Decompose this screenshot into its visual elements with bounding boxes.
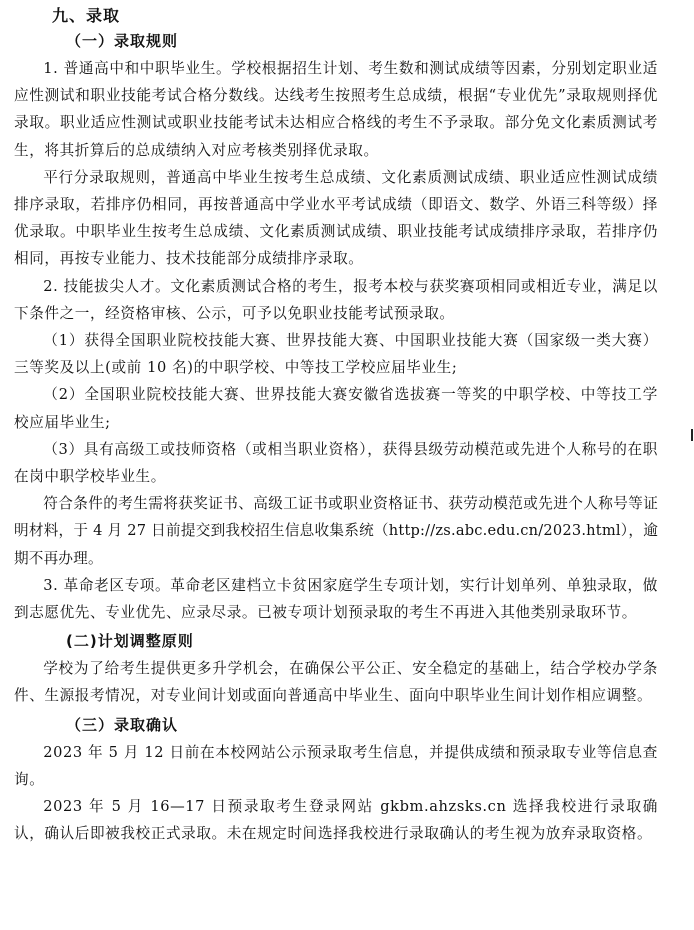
admission-confirm-heading: （三）录取确认 bbox=[66, 715, 179, 734]
rules-paragraph-2: 平行分录取规则，普通高中毕业生按考生总成绩、文化素质测试成绩、职业适应性测试成绩排序录取，若排序仍相同，再按普通高中学业水平考试成绩（即语文、数学、外语三科等级）择优录取。中职毕业生按考生总成绩、文化素质测试成绩、职业技能考试成绩排序录取，若排序仍相同，再按专业能力、技术技能部分成绩排序录取。 bbox=[14, 168, 658, 268]
rules-condition-3: （3）具有高级工或技师资格（或相当职业资格），获得县级劳动模范或先进个人称号的在职在岗中职学校毕业生。 bbox=[14, 440, 658, 486]
rules-paragraph-submission: 符合条件的考生需将获奖证书、高级工证书或职业资格证书、获劳动模范或先进个人称号等证明材料，于 4 月 27 日前提交到我校招生信息收集系统（http://zs.abc.edu.cn/2023.html），逾期不再办理。 bbox=[14, 495, 658, 567]
page-edge-mark bbox=[691, 429, 693, 441]
rules-condition-1: （1）获得全国职业院校技能大赛、世界技能大赛、中国职业技能大赛（国家级一类大赛）三等奖及以上(或前 10 名)的中职学校、中等技工学校应届毕业生; bbox=[14, 332, 658, 377]
rules-paragraph-special: 3. 革命老区专项。革命老区建档立卡贫困家庭学生专项计划，实行计划单列、单独录取，做到志愿优先、专业优先、应录尽录。已被专项计划预录取的考生不再进入其他类别录取环节。 bbox=[14, 576, 658, 622]
plan-adjustment-heading: (二)计划调整原则 bbox=[66, 632, 194, 651]
admission-rules-heading: （一）录取规则 bbox=[66, 32, 179, 50]
rules-paragraph-3: 2. 技能拔尖人才。文化素质测试合格的考生，报考本校与获奖赛项相同或相近专业，满足以下条件之一，经资格审核、公示，可予以免职业技能考试预录取。 bbox=[14, 277, 658, 322]
document-body bbox=[14, 5, 658, 847]
rules-condition-2: （2）全国职业院校技能大赛、世界技能大赛安徽省选拔赛一等奖的中职学校、中等技工学校应届毕业生; bbox=[14, 386, 658, 431]
confirm-paragraph-1: 2023 年 5 月 12 日前在本校网站公示预录取考生信息，并提供成绩和预录取专业等信息查询。 bbox=[14, 743, 658, 788]
confirm-paragraph-2: 2023 年 5 月 16—17 日预录取考生登录网站 gkbm.ahzsks.cn 选择我校进行录取确认，确认后即被我校正式录取。未在规定时间选择我校进行录取确认的考生视为放弃录取资格。 bbox=[14, 798, 658, 843]
plan-adjustment-paragraph: 学校为了给考生提供更多升学机会，在确保公平公正、安全稳定的基础上，结合学校办学条件、生源报考情况，对专业间计划或面向普通高中毕业生、面向中职毕业生间计划作相应调整。 bbox=[14, 660, 658, 705]
rules-paragraph-1: 1. 普通高中和中职毕业生。学校根据招生计划、考生数和测试成绩等因素，分别划定职业适应性测试和职业技能考试合格分数线。达线考生按照考生总成绩，根据“专业优先”录取规则择优录取。职业适应性测试或职业技能考试未达相应合格线的考生不予录取。部分免文化素质测试考生，将其折算后的总成绩纳入对应考核类别择优录取。 bbox=[14, 60, 658, 159]
section-title: 九、录取 bbox=[52, 6, 121, 25]
